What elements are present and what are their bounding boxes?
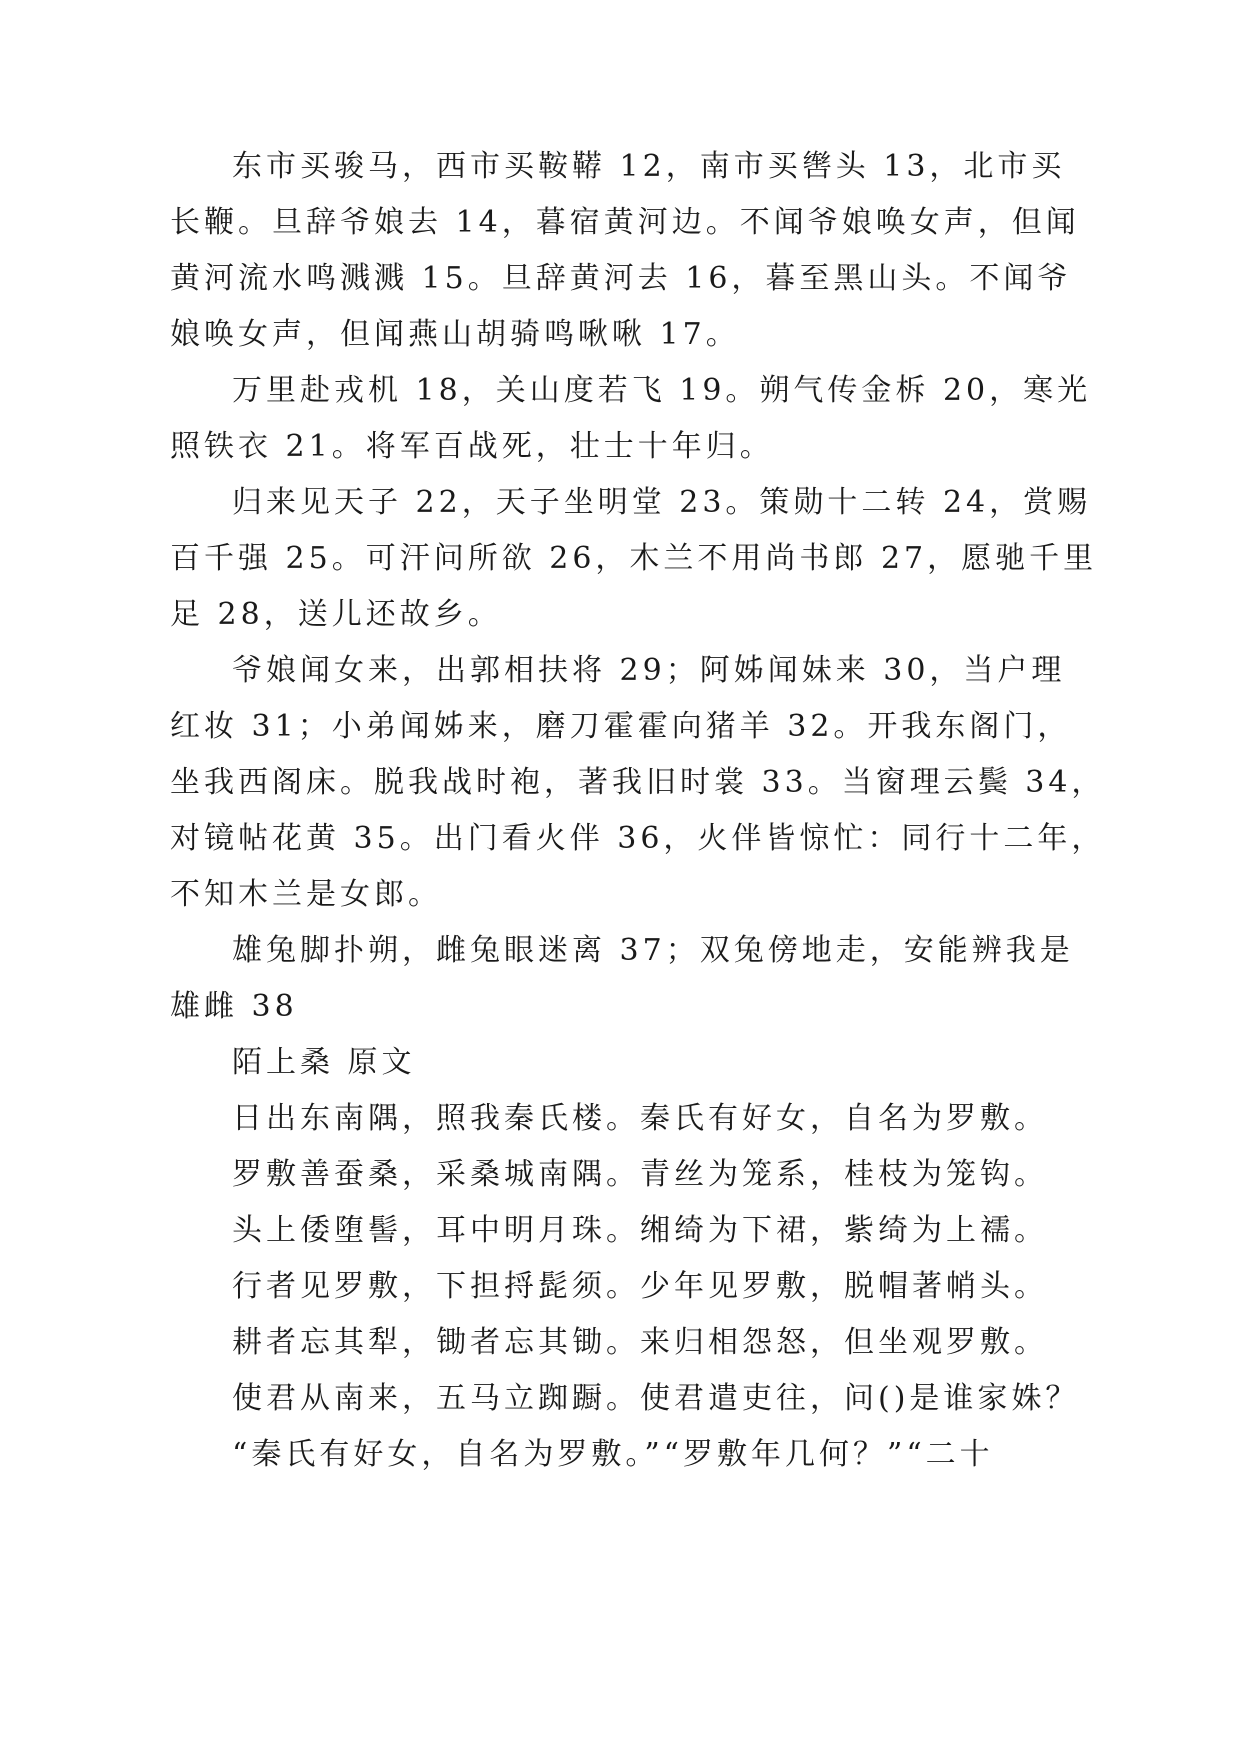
text-line: 百千强 25。可汗问所欲 26，木兰不用尚书郎 27，愿驰千里 [170,541,1098,576]
text-line: 东市买骏马，西市买鞍鞯 12，南市买辔头 13，北市买 [232,149,1066,184]
text-line: 坐我西阁床。脱我战时袍，著我旧时裳 33。当窗理云鬓 34， [170,765,1106,800]
text-line: 不知木兰是女郎。 [170,877,442,912]
poem-line: 头上倭堕髻，耳中明月珠。缃绮为下裙，紫绮为上襦。 [232,1213,1048,1248]
text-line: 红妆 31；小弟闻姊来，磨刀霍霍向猪羊 32。开我东阁门， [170,709,1072,744]
section-title: 陌上桑 原文 [232,1045,416,1080]
text-line: 归来见天子 22，天子坐明堂 23。策勋十二转 24，赏赐 [232,485,1092,520]
text-line: 爷娘闻女来，出郭相扶将 29；阿姊闻妹来 30，当户理 [232,653,1066,688]
text-line: 对镜帖花黄 35。出门看火伴 36，火伴皆惊忙：同行十二年， [170,821,1106,856]
poem-line: 行者见罗敷，下担捋髭须。少年见罗敷，脱帽著帩头。 [232,1269,1048,1304]
text-line: 雄雌 38 [170,989,298,1024]
poem-line: 罗敷善蚕桑，采桑城南隅。青丝为笼系，桂枝为笼钩。 [232,1157,1048,1192]
poem-line: “秦氏有好女，自名为罗敷。”“罗敷年几何？”“二十 [232,1437,994,1472]
text-line: 娘唤女声，但闻燕山胡骑鸣啾啾 17。 [170,317,740,352]
text-line: 足 28，送儿还故乡。 [170,597,502,632]
text-line: 雄兔脚扑朔，雌兔眼迷离 37；双兔傍地走，安能辨我是 [232,933,1074,968]
text-line: 万里赴戎机 18，关山度若飞 19。朔气传金柝 20，寒光 [232,373,1092,408]
text-line: 黄河流水鸣溅溅 15。旦辞黄河去 16，暮至黑山头。不闻爷 [170,261,1072,296]
text-line: 长鞭。旦辞爷娘去 14，暮宿黄河边。不闻爷娘唤女声，但闻 [170,205,1080,240]
text-line: 照铁衣 21。将军百战死，壮士十年归。 [170,429,774,464]
poem-line: 耕者忘其犁，锄者忘其锄。来归相怨怒，但坐观罗敷。 [232,1325,1048,1360]
poem-line: 日出东南隅，照我秦氏楼。秦氏有好女，自名为罗敷。 [232,1101,1048,1136]
poem-line: 使君从南来，五马立踟蹰。使君遣吏往，问()是谁家姝？ [232,1381,1080,1416]
